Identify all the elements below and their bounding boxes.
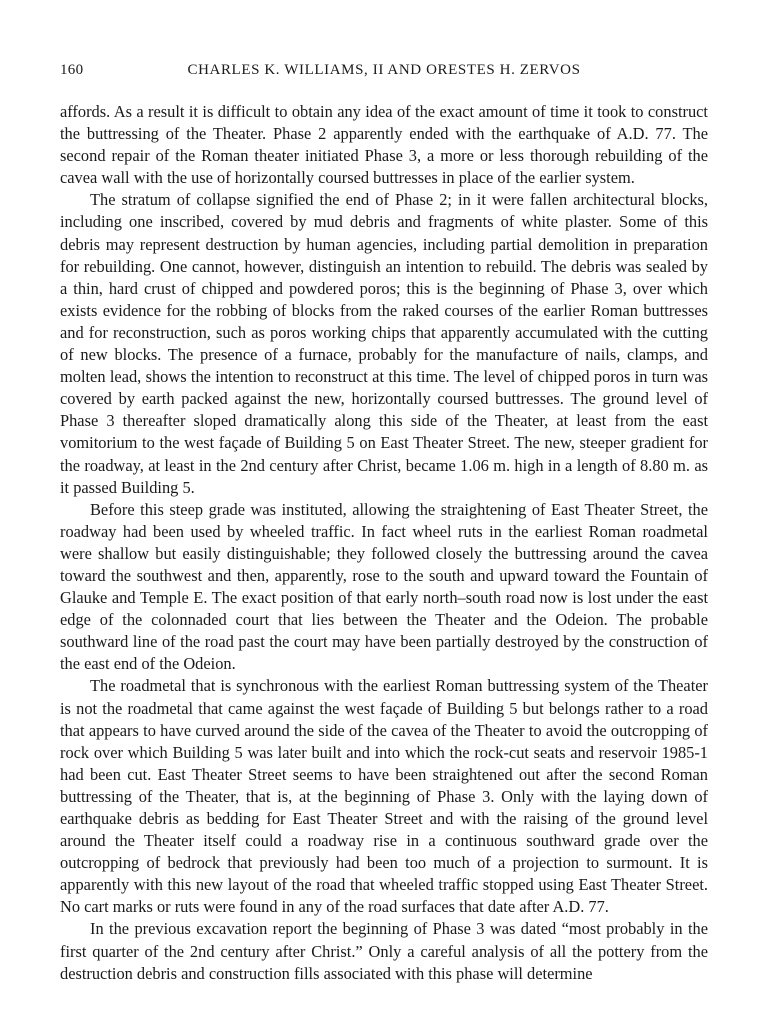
paragraph-previous-report: In the previous excavation report the beginning of Phase 3 was dated “most probably in the first quarter of the 2nd century after Christ.” Only a careful analysis of all the pottery from the destruction debris and construction fills associated with this phase will determine — [60, 919, 708, 983]
body-text — [60, 101, 708, 985]
paragraph-steep-grade: Before this steep grade was instituted, allowing the straightening of East Theater Street, the roadway had been used by wheeled traffic. In fact wheel ruts in the earliest Roman roadmetal were shallow but easily distinguishable; they followed closely the buttressing around the cavea toward the southwest and then, apparently, rose to the south and upward toward the Fountain of Glauke and Temple E. The exact position of that early north–south road now is lost under the east edge of the colonnaded court that lies between the Theater and the Odeion. The probable southward line of the road past the court may have been partially destroyed by the construction of the east end of the Odeion. — [60, 499, 708, 674]
paragraph-roadmetal: The roadmetal that is synchronous with the earliest Roman buttressing system of the Theater is not the roadmetal that came against the west façade of Building 5 but belongs rather to a road that appears to have curved around the side of the cavea of the Theater to avoid the outcropping of rock over which Building 5 was later built and into which the rock-cut seats and reservoir 1985-1 had been cut. East Theater Street seems to have been straightened out after the second Roman buttressing of the Theater, that is, at the beginning of Phase 3. Only with the laying down of earthquake debris as bedding for East Theater Street and with the raising of the ground level around the Theater itself could a roadway rise in a continuous southward grade over the outcropping of bedrock that previously had been too much of a projection to surmount. It is apparently with this new layout of the road that wheeled traffic stopped using East Theater Street. No cart marks or ruts were found in any of the road surfaces that date after A.D. 77. — [60, 676, 708, 917]
paragraph-stratum-of-collapse: The stratum of collapse signified the end of Phase 2; in it were fallen architectural blocks, including one inscribed, covered by mud debris and fragments of white plaster. Some of this debris may represent destruction by human agencies, including partial demolition in preparation for rebuilding. One cannot, however, distinguish an intention to rebuild. The debris was sealed by a thin, hard crust of chipped and powdered poros; this is the beginning of Phase 3, over which exists evidence for the robbing of blocks from the raked courses of the earlier Roman buttresses and for reconstruction, such as poros working chips that apparently accumulated with the cutting of new blocks. The presence of a furnace, probably for the manufacture of nails, clamps, and molten lead, shows the intention to reconstruct at this time. The level of chipped poros in turn was covered by earth packed against the new, horizontally coursed buttresses. The ground level of Phase 3 thereafter sloped dramatically along this side of the Theater, at least from the east vomitorium to the west façade of Building 5 on East Theater Street. The new, steeper gradient for the roadway, at least in the 2nd century after Christ, became 1.06 m. high in a length of 8.80 m. as it passed Building 5. — [60, 190, 708, 497]
page-number: 160 — [60, 62, 84, 78]
running-head: CHARLES K. WILLIAMS, II AND ORESTES H. ZERVOS — [187, 62, 581, 78]
page-header — [60, 62, 708, 86]
paragraph-continued: affords. As a result it is difficult to obtain any idea of the exact amount of time it took to construct the buttressing of the Theater. Phase 2 apparently ended with the earthquake of A.D. 77. The second repair of the Roman theater initiated Phase 3, a more or less thorough rebuilding of the cavea wall with the use of horizontally coursed buttresses in place of the earlier system. — [60, 102, 708, 188]
